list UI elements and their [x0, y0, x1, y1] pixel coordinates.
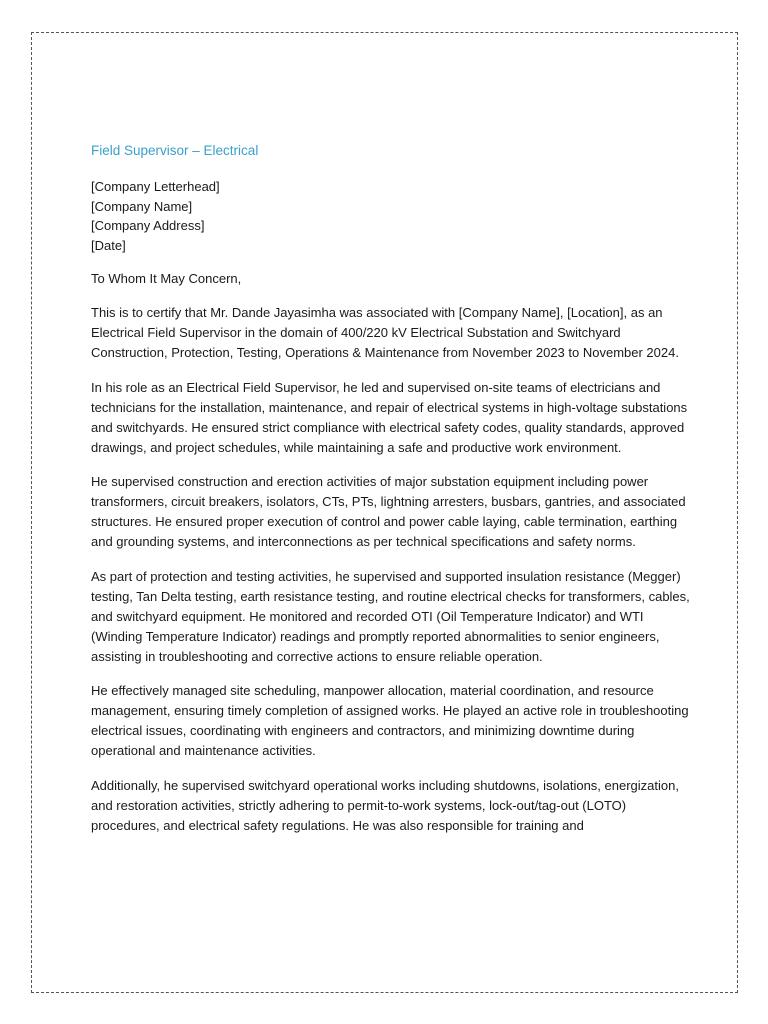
paragraph-certification: This is to certify that Mr. Dande Jayasimha was associated with [Company Name], [Location], as an Electrical Field Supervisor in the domain of 400/220 kV Electrical Substation and Switchyard Construction, Protection, Testing, Operations & Maintenance from November 2023 to November 2024.: [91, 305, 679, 360]
salutation: To Whom It May Concern,: [91, 271, 242, 286]
paragraph-operations: Additionally, he supervised switchyard operational works including shutdowns, isolations, energization, and restoration activities, strictly adhering to permit-to-work systems, lock-out/tag-out (LOTO) procedures, and electrical safety regulations. He was also responsible for training and: [91, 777, 679, 833]
paragraph-management: He effectively managed site scheduling, manpower allocation, material coordination, and resource management, ensuring timely completion of assigned works. He played an active role in troubleshooting electrical issues, coordinating with engineers and contractors, and minimizing downtime during operational and maintenance activities.: [91, 683, 689, 758]
company-address-line: [Company Address]: [91, 218, 205, 233]
date-line: [Date]: [91, 237, 126, 253]
page-frame: [31, 32, 738, 993]
company-letterhead-line: [Company Letterhead]: [91, 179, 220, 194]
paragraph-construction: He supervised construction and erection activities of major substation equipment including power transformers, circuit breakers, isolators, CTs, PTs, lightning arresters, busbars, gantries, and associated structures. He ensured proper execution of control and power cable laying, cable termination, earthing and grounding systems, and interconnections as per technical specifications and safety norms.: [91, 474, 686, 549]
company-name-line: [Company Name]: [91, 198, 193, 214]
paragraph-role: In his role as an Electrical Field Supervisor, he led and supervised on-site teams of electricians and technicians for the installation, maintenance, and repair of electrical systems in high-voltage substations and switchyards. He ensured strict compliance with electrical safety codes, quality standards, approved drawings, and project schedules, while maintaining a safe and productive work environment.: [91, 379, 688, 455]
document-title: Field Supervisor – Electrical: [91, 143, 259, 158]
paragraph-testing: As part of protection and testing activities, he supervised and supported insulation resistance (Megger) testing, Tan Delta testing, earth resistance testing, and routine electrical checks for transformers, cables, and switchyard equipment. He monitored and recorded OTI (Oil Temperature Indicator) and WTI (Winding Temperature Indicator) readings and promptly reported abnormalities to senior engineers, assisting in troubleshooting and corrective actions to ensure reliable operation.: [91, 568, 690, 664]
letterhead-block: [91, 177, 691, 255]
letter-body: [91, 141, 691, 850]
